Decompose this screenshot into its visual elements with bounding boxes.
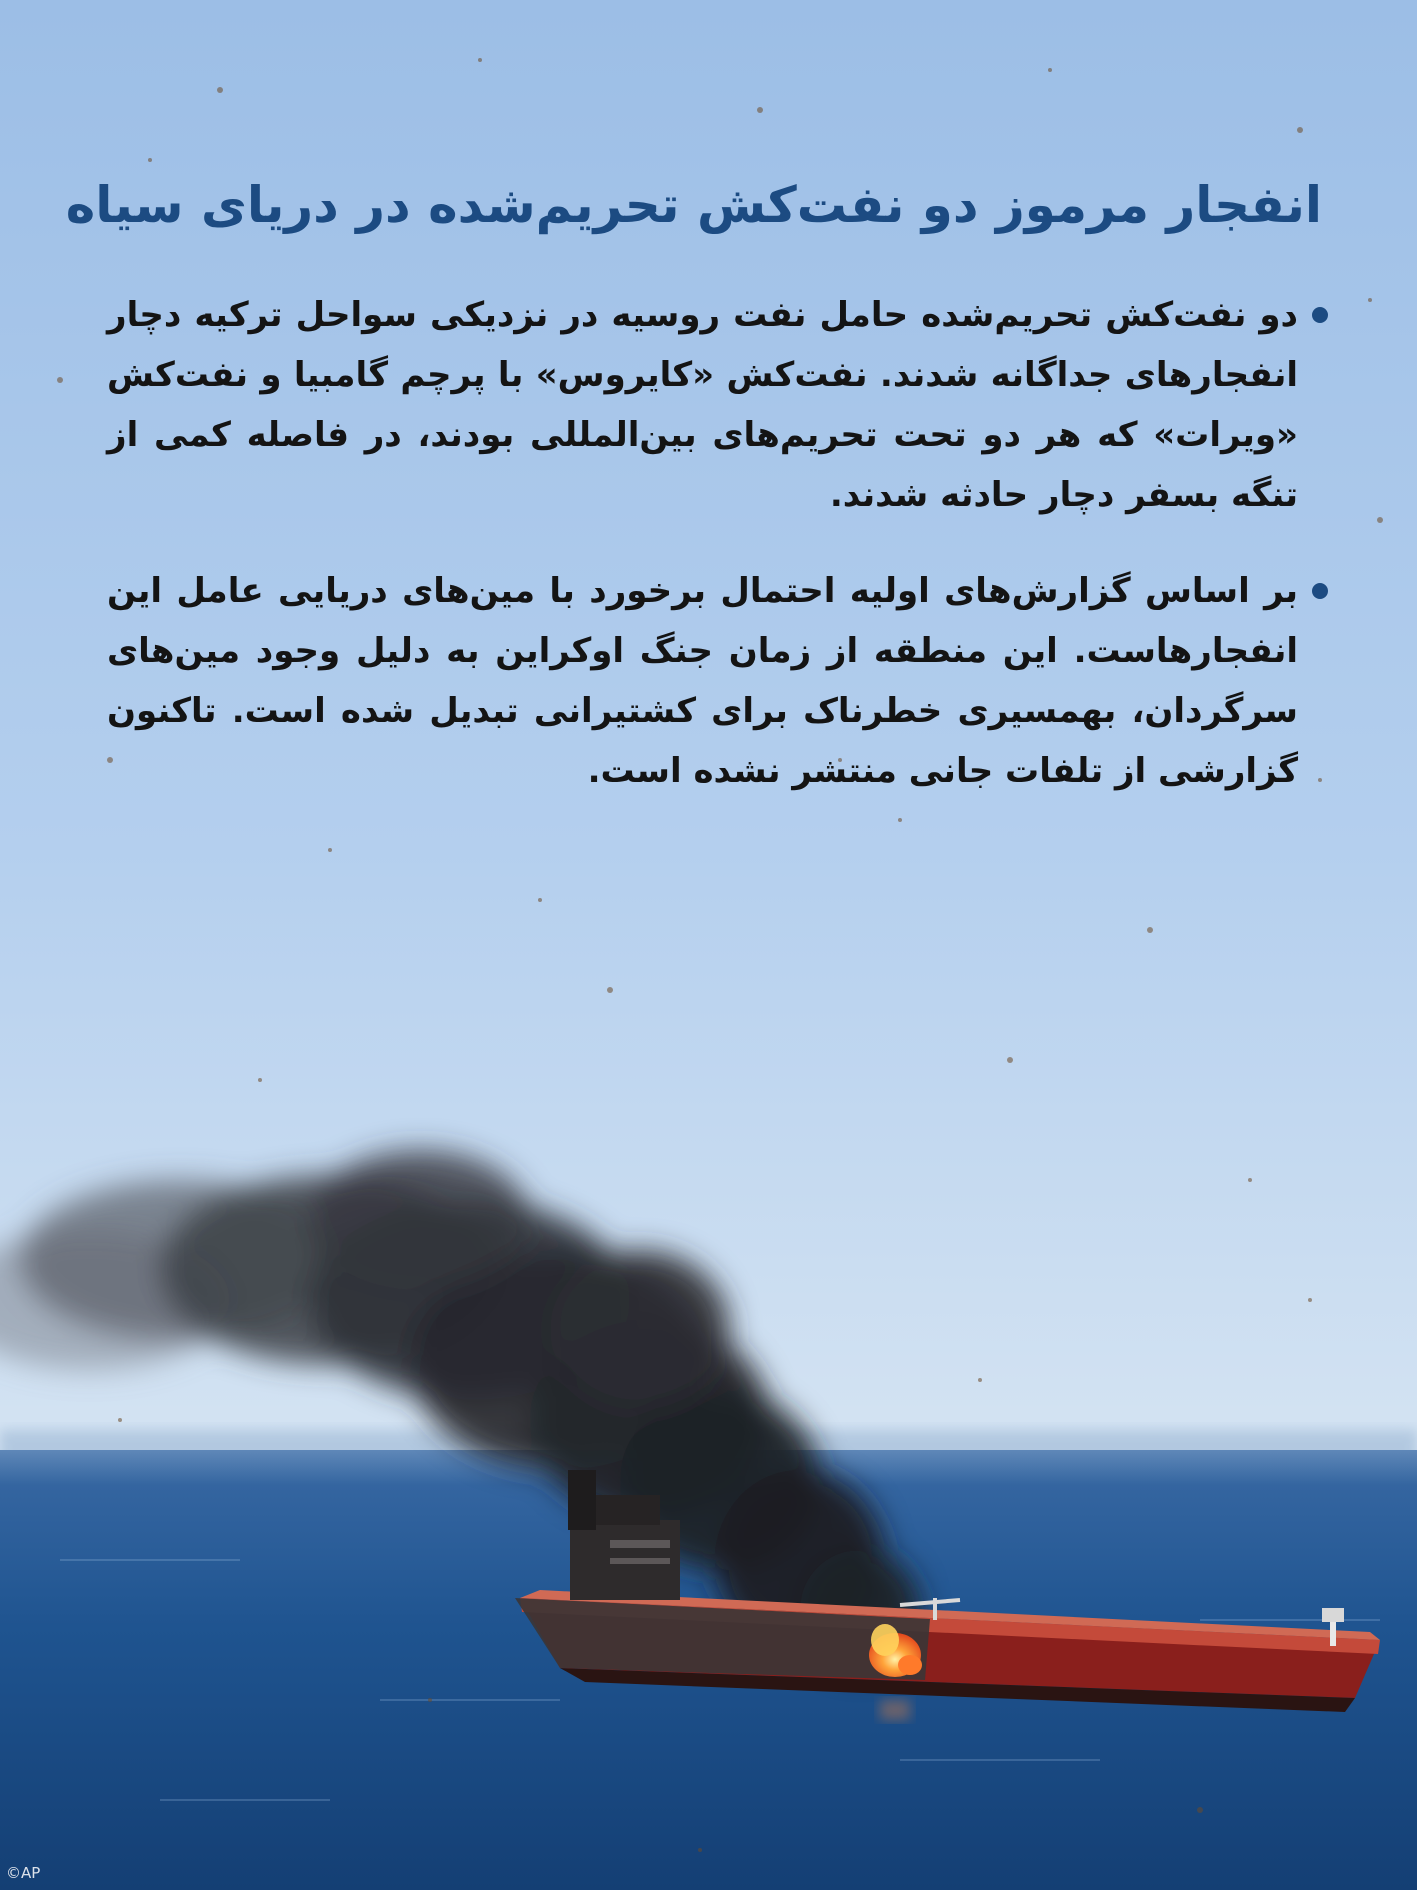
bullet-text: دو نفت‌کش تحریم‌شده حامل نفت روسیه در نزدیکی سواحل ترکیه دچار انفجارهای جداگانه شدند. نفت‌کش «کایروس» با پرچم گامبیا و نفت‌کش «ویرات» که هر دو تحت تحریم‌های بین‌المللی بودند، در فاصله کمی از تنگه بسفر دچار حادثه شدند. [107, 295, 1298, 515]
headline: انفجار مرموز دو نفت‌کش تحریم‌شده در دریای سیاه [65, 176, 1322, 234]
photo-credit: ©AP [6, 1864, 41, 1882]
bullet-text: بر اساس گزارش‌های اولیه احتمال برخورد با مین‌های دریایی عامل این انفجارهاست. این منطقه از زمان جنگ اوکراین به دلیل وجود مین‌های سرگردان، بهمسیری خطرناک برای کشتیرانی تبدیل شده است. تاکنون گزارشی از تلفات جانی منتشر نشده است. [107, 571, 1298, 791]
bullet-item [107, 561, 1322, 801]
bullet-list [107, 285, 1322, 837]
bullet-dot-icon [1312, 583, 1328, 599]
bullet-item [107, 285, 1322, 525]
bullet-dot-icon [1312, 307, 1328, 323]
